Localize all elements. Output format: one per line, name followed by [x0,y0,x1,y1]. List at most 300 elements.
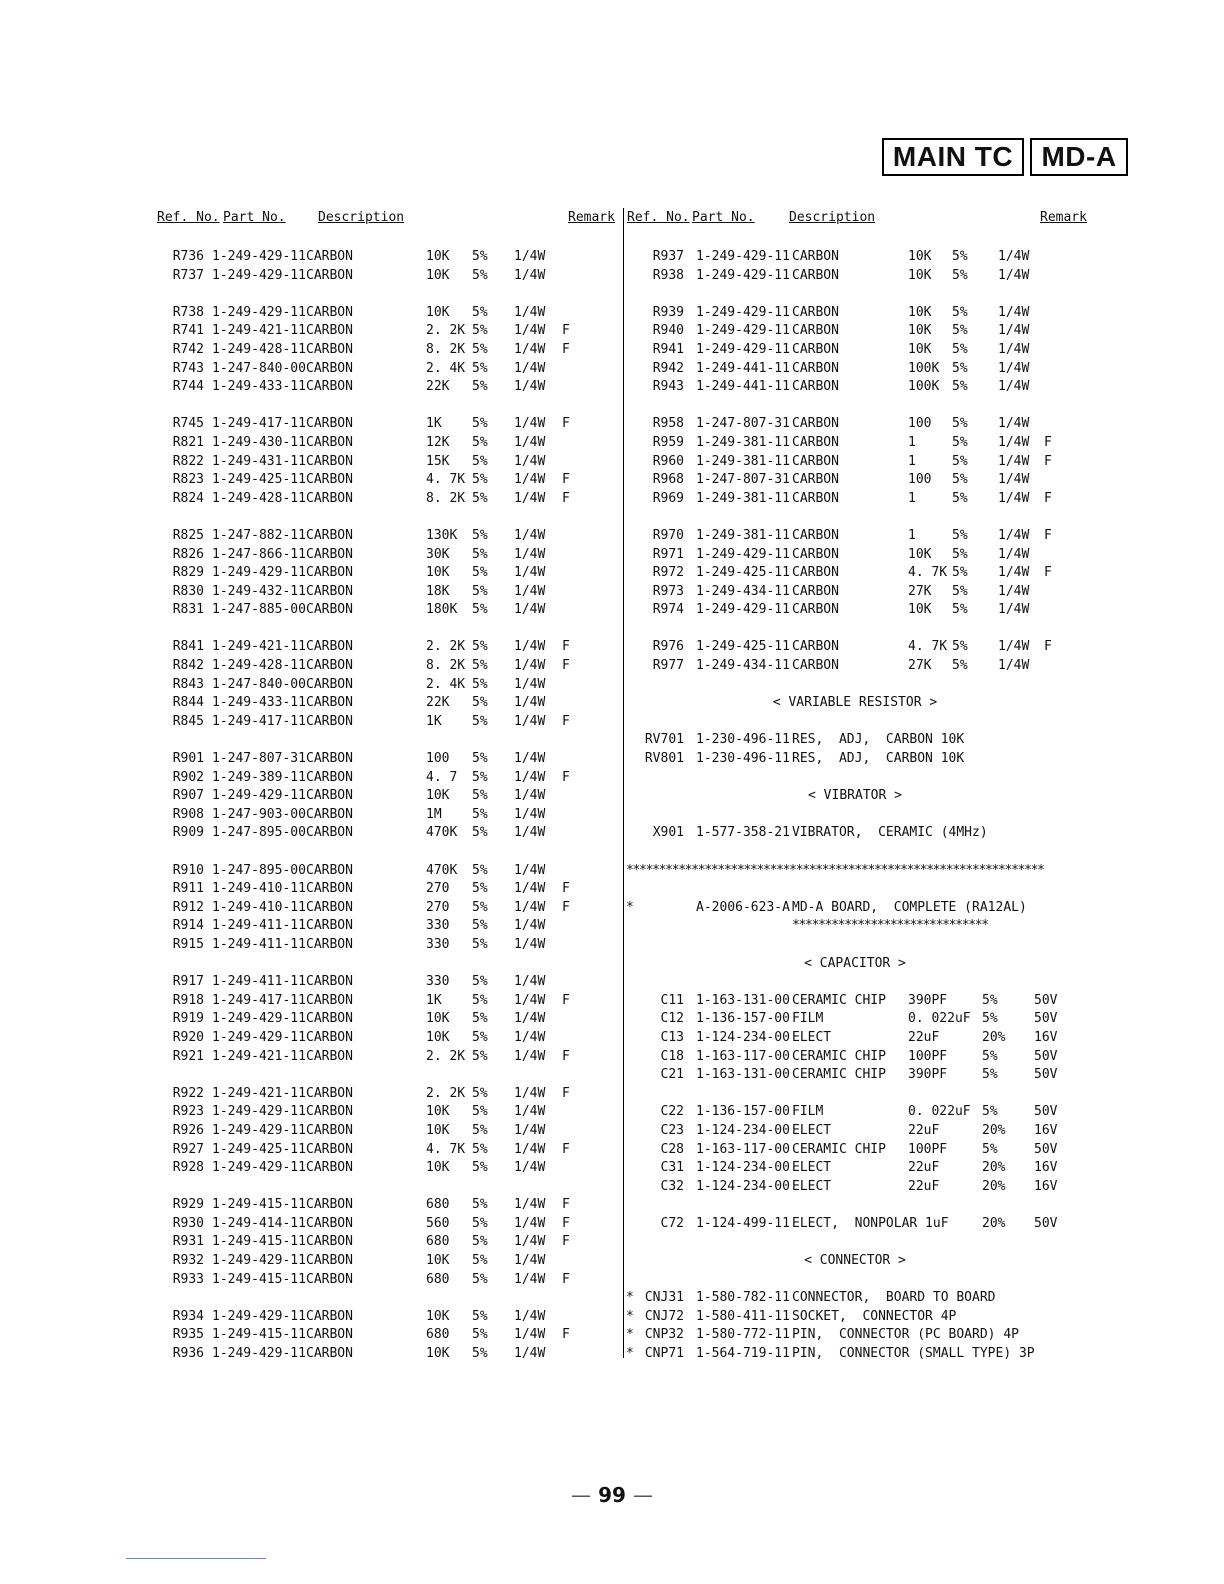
wattage: 1/4W [514,639,546,655]
part-no: 1-249-429-11 [212,1104,306,1120]
tolerance: 5% [952,434,968,450]
ref-no: R826 [172,546,204,562]
part-no: 1-249-421-11 [212,1048,306,1064]
value: 10K [908,341,932,357]
wattage: 1/4W [514,1085,546,1101]
description: CARBON [306,713,353,729]
voltage: 50V [1034,1104,1058,1120]
ref-no: R970 [652,527,684,543]
description: CARBON [306,453,353,469]
table-row [626,1345,1096,1364]
table-row [156,304,616,323]
part-no: 1-564-719-11 [696,1346,790,1362]
description: CARBON [306,1011,353,1027]
value: 10K [908,323,932,339]
part-no: 1-249-417-11 [212,713,306,729]
table-row [156,1103,616,1122]
wattage: 1/4W [514,602,546,618]
description: CARBON [306,304,353,320]
ref-no: R972 [652,565,684,581]
part-no: 1-163-117-00 [696,1048,790,1064]
tolerance: 5% [472,1160,488,1176]
spacer-row [156,731,616,750]
part-no: 1-249-431-11 [212,453,306,469]
description: CERAMIC CHIP [792,1141,886,1157]
ref-no: R741 [172,323,204,339]
ref-no: R919 [172,1011,204,1027]
tolerance: 5% [952,267,968,283]
remark: F [562,490,570,506]
value: 22uF [908,1160,940,1176]
part-no: 1-580-772-11 [696,1327,790,1343]
ref-no: R959 [652,434,684,450]
safety-mark: * [626,899,634,915]
safety-mark: * [626,1308,634,1324]
remark: F [562,881,570,897]
description: CARBON [306,676,353,692]
tolerance: 5% [472,1085,488,1101]
table-row [626,899,1096,918]
tolerance: 5% [472,565,488,581]
table-row [156,769,616,788]
part-no: 1-163-131-00 [696,1067,790,1083]
spacer-row [156,1289,616,1308]
value: 180K [426,602,458,618]
ref-no: C22 [660,1104,684,1120]
table-row [156,248,616,267]
table-row [626,1326,1096,1345]
remark: F [562,1141,570,1157]
description: CARBON [792,565,839,581]
section-badge-main-tc: MAIN TC [882,138,1024,176]
value: 1K [426,992,442,1008]
table-row [626,824,1096,843]
value: 100 [426,751,450,767]
part-no: 1-249-417-11 [212,992,306,1008]
ref-no: R912 [172,899,204,915]
ref-no: C21 [660,1067,684,1083]
table-row [156,471,616,490]
spacer-row [626,806,1096,825]
table-row [156,1029,616,1048]
table-row [156,694,616,713]
table-row [156,527,616,546]
ref-no: R742 [172,341,204,357]
part-no: 1-249-415-11 [212,1327,306,1343]
tolerance: 5% [952,304,968,320]
value: 330 [426,918,450,934]
wattage: 1/4W [514,918,546,934]
part-no: 1-249-425-11 [696,639,790,655]
ref-no: R933 [172,1271,204,1287]
right-parts-list [626,248,1096,1364]
tolerance: 5% [472,267,488,283]
part-no: 1-249-381-11 [696,434,790,450]
remark: F [562,639,570,655]
tolerance: 5% [472,1122,488,1138]
tolerance: 5% [982,1011,998,1027]
ref-no: R842 [172,658,204,674]
value: 0. 022uF [908,1011,971,1027]
description: CARBON [306,992,353,1008]
tolerance: 5% [952,546,968,562]
table-row [156,322,616,341]
tolerance: 5% [472,862,488,878]
spacer-row [626,397,1096,416]
ref-no: R736 [172,249,204,264]
description: CARBON [306,416,353,432]
ref-no: RV701 [644,732,684,748]
ref-no: R936 [172,1346,204,1362]
description: CARBON [306,1160,353,1176]
description: CARBON [306,936,353,952]
ref-no: R922 [172,1085,204,1101]
tolerance: 5% [472,1029,488,1045]
ref-no: R938 [652,267,684,283]
ref-no: R932 [172,1253,204,1269]
value: 470K [426,825,458,841]
value: 4. 7K [908,565,948,581]
ref-no: R969 [652,490,684,506]
value: 390PF [908,1067,948,1083]
wattage: 1/4W [514,1346,546,1362]
table-row [626,1289,1096,1308]
description: CARBON [306,1215,353,1231]
wattage: 1/4W [514,1029,546,1045]
description: CARBON [306,546,353,562]
wattage: 1/4W [514,583,546,599]
tolerance: 5% [952,379,968,395]
ref-no: R943 [652,379,684,395]
wattage: 1/4W [998,546,1030,562]
ref-no: R843 [172,676,204,692]
wattage: 1/4W [998,379,1030,395]
part-no: 1-124-234-00 [696,1160,790,1176]
description: CARBON [792,360,839,376]
description: CARBON [306,527,353,543]
ref-no: R841 [172,639,204,655]
tolerance: 5% [472,602,488,618]
tolerance: 5% [472,992,488,1008]
ref-no: R823 [172,472,204,488]
table-row [626,490,1096,509]
ref-no: R973 [652,583,684,599]
table-row [156,787,616,806]
wattage: 1/4W [998,583,1030,599]
ref-no: R976 [652,639,684,655]
part-no: 1-249-429-11 [212,304,306,320]
part-no: 1-247-885-00 [212,602,306,618]
part-no: 1-249-432-11 [212,583,306,599]
value: 10K [908,602,932,618]
wattage: 1/4W [514,304,546,320]
right-header-description: Description [789,210,876,225]
tolerance: 5% [472,788,488,804]
ref-no: R908 [172,806,204,822]
ref-no: R958 [652,416,684,432]
ref-no: CNP32 [644,1327,684,1343]
wattage: 1/4W [514,936,546,952]
spacer-row [156,508,616,527]
part-no: 1-163-131-00 [696,992,790,1008]
wattage: 1/4W [514,546,546,562]
table-row [626,638,1096,657]
tolerance: 5% [472,341,488,357]
tolerance: 5% [472,1271,488,1287]
value: 4. 7K [426,472,466,488]
table-row [156,638,616,657]
ref-no: C32 [660,1178,684,1194]
part-no: 1-249-429-11 [212,1253,306,1269]
ref-no: C12 [660,1011,684,1027]
left-parts-list [156,248,616,1364]
table-row [156,583,616,602]
part-no: 1-247-866-11 [212,546,306,562]
wattage: 1/4W [514,323,546,339]
tolerance: 5% [952,602,968,618]
voltage: 50V [1034,1215,1058,1231]
description: CARBON [792,639,839,655]
value: 10K [908,249,932,264]
description: CARBON [306,1141,353,1157]
wattage: 1/4W [998,565,1030,581]
part-no: 1-247-807-31 [696,416,790,432]
remark: F [1044,490,1052,506]
table-row [626,527,1096,546]
wattage: 1/4W [514,1104,546,1120]
table-row [626,1308,1096,1327]
part-no: 1-577-358-21 [696,825,790,841]
description: CARBON [792,658,839,674]
part-no: 1-249-381-11 [696,527,790,543]
footer-dash-right: — [632,1483,653,1507]
tolerance: 5% [472,1327,488,1343]
description: CARBON [306,565,353,581]
spacer-row [156,843,616,862]
ref-no: C23 [660,1122,684,1138]
value: 1 [908,527,916,543]
description: CARBON [306,1104,353,1120]
safety-mark: * [626,1290,634,1306]
ref-no: R914 [172,918,204,934]
description: CARBON [306,602,353,618]
value: 2. 2K [426,323,466,339]
description: CARBON [306,806,353,822]
ref-no: R930 [172,1215,204,1231]
spacer-row [626,1271,1096,1290]
ref-no: R971 [652,546,684,562]
part-no: 1-249-441-11 [696,379,790,395]
description: PIN, CONNECTOR (SMALL TYPE) 3P [792,1346,1035,1362]
tolerance: 5% [472,1197,488,1213]
description: CARBON [306,751,353,767]
right-header-part: Part No. [692,210,755,225]
left-header-description: Description [318,210,405,225]
ref-no: R974 [652,602,684,618]
remark: F [562,769,570,785]
description: CARBON [792,602,839,618]
value: 100K [908,379,940,395]
spacer-row [626,620,1096,639]
tolerance: 5% [472,434,488,450]
ref-no: R918 [172,992,204,1008]
ref-no: R928 [172,1160,204,1176]
tolerance: 5% [472,1104,488,1120]
remark: F [562,658,570,674]
part-no: 1-249-429-11 [212,249,306,264]
tolerance: 5% [472,472,488,488]
description: CARBON [792,323,839,339]
ref-no: R743 [172,360,204,376]
description: CARBON [306,881,353,897]
ref-no: R942 [652,360,684,376]
tolerance: 20% [982,1160,1006,1176]
spacer-row [626,843,1096,862]
table-row [626,992,1096,1011]
voltage: 16V [1034,1029,1058,1045]
value: 10K [426,267,450,283]
value: 27K [908,583,932,599]
tolerance: 5% [472,713,488,729]
part-no: 1-230-496-11 [696,751,790,767]
tolerance: 5% [952,658,968,674]
description: CARBON [306,1308,353,1324]
description: FILM [792,1011,824,1027]
safety-mark: * [626,1346,634,1362]
part-no: 1-124-234-00 [696,1122,790,1138]
ref-no: R910 [172,862,204,878]
description: CARBON [306,267,353,283]
part-no: 1-249-421-11 [212,639,306,655]
part-no: A-2006-623-A [696,899,790,915]
description: RES, ADJ, CARBON 10K [792,732,965,748]
table-row [626,1159,1096,1178]
wattage: 1/4W [514,769,546,785]
table-row [156,415,616,434]
right-header-remark: Remark [1040,210,1087,225]
wattage: 1/4W [514,658,546,674]
wattage: 1/4W [998,490,1030,506]
wattage: 1/4W [514,1253,546,1269]
tolerance: 5% [472,676,488,692]
ref-no: R744 [172,379,204,395]
value: 10K [426,1029,450,1045]
section-title: < VIBRATOR > [808,788,902,804]
part-no: 1-249-425-11 [696,565,790,581]
value: 1 [908,434,916,450]
description: CARBON [306,974,353,990]
tolerance: 5% [472,825,488,841]
table-row [156,1122,616,1141]
table-row [626,360,1096,379]
value: 10K [908,304,932,320]
remark: F [1044,565,1052,581]
ref-no: R745 [172,416,204,432]
wattage: 1/4W [998,658,1030,674]
description: CARBON [306,1048,353,1064]
tolerance: 5% [472,974,488,990]
asterisk-underline: ****************************** [792,918,988,934]
table-row [156,1085,616,1104]
wattage: 1/4W [998,527,1030,543]
description: CARBON [306,379,353,395]
table-row [626,1141,1096,1160]
wattage: 1/4W [514,751,546,767]
value: 4. 7K [908,639,948,655]
table-row [156,973,616,992]
description: CARBON [792,379,839,395]
wattage: 1/4W [514,974,546,990]
ref-no: R941 [652,341,684,357]
value: 10K [426,788,450,804]
description: CARBON [792,490,839,506]
part-no: 1-249-429-11 [212,1011,306,1027]
description: ELECT, NONPOLAR 1uF [792,1215,949,1231]
table-row [156,546,616,565]
ref-no: R939 [652,304,684,320]
description: CARBON [306,695,353,711]
part-no: 1-136-157-00 [696,1011,790,1027]
description: CARBON [306,1029,353,1045]
description: ELECT [792,1178,832,1194]
table-row [156,992,616,1011]
value: 130K [426,527,458,543]
description: CARBON [306,583,353,599]
remark: F [562,1327,570,1343]
table-row [626,1066,1096,1085]
description: CERAMIC CHIP [792,992,886,1008]
tolerance: 5% [952,323,968,339]
ref-no: R825 [172,527,204,543]
remark: F [562,713,570,729]
tolerance: 5% [472,546,488,562]
table-row [626,583,1096,602]
part-no: 1-249-434-11 [696,658,790,674]
part-no: 1-249-414-11 [212,1215,306,1231]
tolerance: 20% [982,1122,1006,1138]
tolerance: 5% [472,1253,488,1269]
part-no: 1-249-417-11 [212,416,306,432]
tolerance: 5% [472,1346,488,1362]
table-row [626,750,1096,769]
description: CARBON [306,1197,353,1213]
value: 12K [426,434,450,450]
description: CARBON [306,825,353,841]
description: ELECT [792,1029,832,1045]
ref-no: CNP71 [644,1346,684,1362]
part-no: 1-249-429-11 [696,602,790,618]
wattage: 1/4W [998,360,1030,376]
tolerance: 5% [982,1067,998,1083]
table-row [626,1215,1096,1234]
ref-no: R926 [172,1122,204,1138]
wattage: 1/4W [514,862,546,878]
value: 1K [426,416,442,432]
tolerance: 5% [472,806,488,822]
description: CARBON [306,1346,353,1362]
part-no: 1-249-428-11 [212,341,306,357]
remark: F [1044,639,1052,655]
spacer-row [626,285,1096,304]
ref-no: R929 [172,1197,204,1213]
remark: F [562,416,570,432]
tolerance: 5% [472,1141,488,1157]
table-row [156,880,616,899]
table-row [626,304,1096,323]
remark: F [562,899,570,915]
wattage: 1/4W [514,788,546,804]
tolerance: 5% [952,472,968,488]
